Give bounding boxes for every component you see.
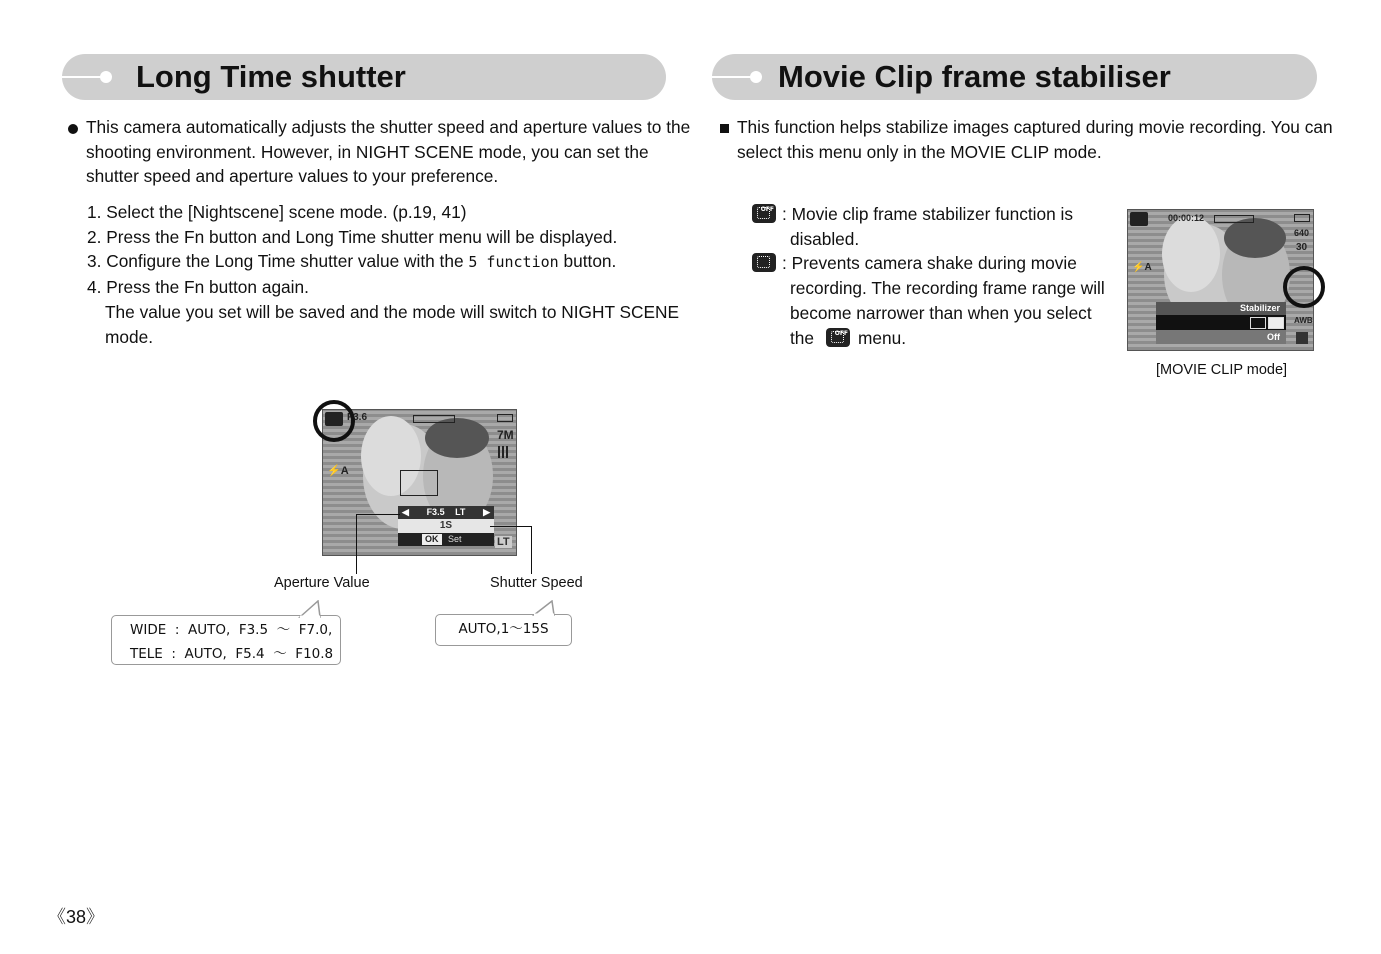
option-off	[752, 202, 1105, 227]
option-on-text-b: menu.	[858, 327, 907, 348]
intro-paragraph	[86, 115, 690, 189]
intro-line: This camera automatically adjusts the shutter speed and aperture values to the	[86, 117, 691, 137]
menu-lt: LT	[455, 507, 466, 517]
menu-off-value: Off	[1156, 330, 1286, 344]
option-on-text: become narrower than when you select	[790, 302, 1092, 323]
highlight-circle	[1283, 266, 1325, 308]
zoom-bar	[1214, 215, 1254, 223]
banner-dot-icon	[750, 71, 762, 83]
menu-aperture: F3.5	[426, 507, 445, 517]
left-arrow-icon[interactable]: ◀	[402, 507, 409, 517]
menu-speed: 1S	[398, 519, 494, 533]
stabilizer-options	[752, 202, 1105, 350]
tele-range: TELE : AUTO, F5.4 ～ F10.8	[130, 646, 334, 662]
leader-line	[356, 514, 400, 515]
section-title: Movie Clip frame stabiliser	[778, 59, 1171, 94]
lt-menu	[398, 506, 494, 548]
right-arrow-icon[interactable]: ▶	[483, 507, 490, 517]
option-on	[752, 251, 1105, 276]
exposure-icon	[1296, 332, 1308, 344]
banner-line	[62, 76, 104, 78]
quality-icon	[498, 446, 510, 458]
stabilizer-off-icon[interactable]	[1268, 317, 1284, 329]
menu-title: Stabilizer	[1156, 302, 1286, 315]
movie-mode-icon	[1130, 212, 1148, 226]
flash-icon: ⚡A	[327, 465, 349, 477]
white-balance: AWB	[1294, 316, 1313, 325]
top-value: F3.6	[347, 412, 368, 423]
leader-line	[356, 514, 357, 574]
intro-paragraph	[737, 115, 1333, 164]
steps-list	[87, 200, 679, 349]
five-function-button-label: 5 function	[468, 253, 559, 272]
flash-icon: ⚡A	[1132, 262, 1152, 273]
option-on-text: recording. The recording frame range will	[790, 278, 1105, 299]
recording-time: 00:00:12	[1168, 213, 1205, 223]
step-1: 1. Select the [Nightscene] scene mode. (p.19, 41)	[87, 202, 467, 222]
bullet-icon	[68, 124, 78, 134]
set-label: Set	[448, 534, 462, 544]
bullet-icon	[720, 124, 729, 133]
step-4: 4. Press the Fn button again.	[87, 277, 309, 298]
page-number: 《38》	[48, 907, 105, 927]
resolution: 640	[1294, 228, 1310, 238]
frame-rate: 30	[1296, 242, 1308, 253]
callout-pointer	[298, 600, 322, 618]
leader-line	[490, 526, 532, 527]
option-off-text: disabled.	[790, 228, 860, 249]
option-on-text: : Prevents camera shake during movie	[782, 253, 1077, 274]
screen-caption: [MOVIE CLIP mode]	[1156, 362, 1288, 378]
step-4-note: mode.	[105, 326, 154, 347]
step-3-text-end: button.	[558, 251, 617, 272]
woman-hair	[1162, 216, 1220, 292]
step-3	[87, 249, 679, 275]
option-off-text: : Movie clip frame stabilizer function is	[782, 204, 1074, 224]
battery-icon	[1294, 214, 1310, 222]
man-hair	[1224, 218, 1286, 258]
banner-line	[712, 76, 754, 78]
intro-line: shooting environment. However, in NIGHT SCENE mode, you can set the	[86, 141, 649, 162]
leader-line	[531, 526, 532, 574]
lt-badge: LT	[497, 536, 510, 548]
intro-line: This function helps stabilize images captured during movie recording. You can	[737, 117, 1333, 137]
step-2: 2. Press the Fn button and Long Time shutter menu will be displayed.	[87, 226, 618, 247]
man-hair	[425, 418, 489, 458]
battery-icon	[497, 414, 513, 422]
section-banner-stabiliser	[712, 54, 1317, 100]
section-title: Long Time shutter	[136, 59, 406, 94]
intro-line: select this menu only in the MOVIE CLIP mode.	[737, 141, 1102, 162]
shutter-range-callout	[435, 614, 572, 646]
wide-range: WIDE : AUTO, F3.5 ～ F7.0,	[130, 622, 333, 638]
focus-frame	[400, 470, 438, 496]
menu-icons-row[interactable]	[1156, 315, 1286, 330]
ok-button[interactable]: OK	[422, 534, 442, 545]
option-on-text	[752, 326, 1105, 351]
shutter-range: AUTO,1～15S	[458, 621, 549, 637]
banner-dot-icon	[100, 71, 112, 83]
stabilizer-on-icon[interactable]	[1250, 317, 1266, 329]
aperture-value-label: Aperture Value	[274, 575, 370, 591]
aperture-range-callout	[111, 615, 341, 665]
stabilizer-menu	[1156, 302, 1286, 346]
zoom-bar	[413, 415, 455, 423]
shutter-speed-label: Shutter Speed	[490, 575, 583, 591]
intro-line: shutter speed and aperture values to your preference.	[86, 166, 499, 187]
stabilizer-on-icon	[752, 253, 776, 272]
step-4-note: The value you set will be saved and the mode will switch to NIGHT SCENE	[105, 301, 680, 322]
step-3-text: 3. Configure the Long Time shutter value with the	[87, 251, 469, 272]
image-size: 7M	[497, 428, 514, 442]
callout-pointer	[532, 600, 556, 616]
stabilizer-off-icon: OFF	[826, 328, 850, 347]
section-banner-long-time	[62, 54, 666, 100]
highlight-circle	[313, 400, 355, 442]
stabilizer-off-icon: OFF	[752, 204, 776, 223]
option-on-text-a: the	[790, 327, 815, 348]
